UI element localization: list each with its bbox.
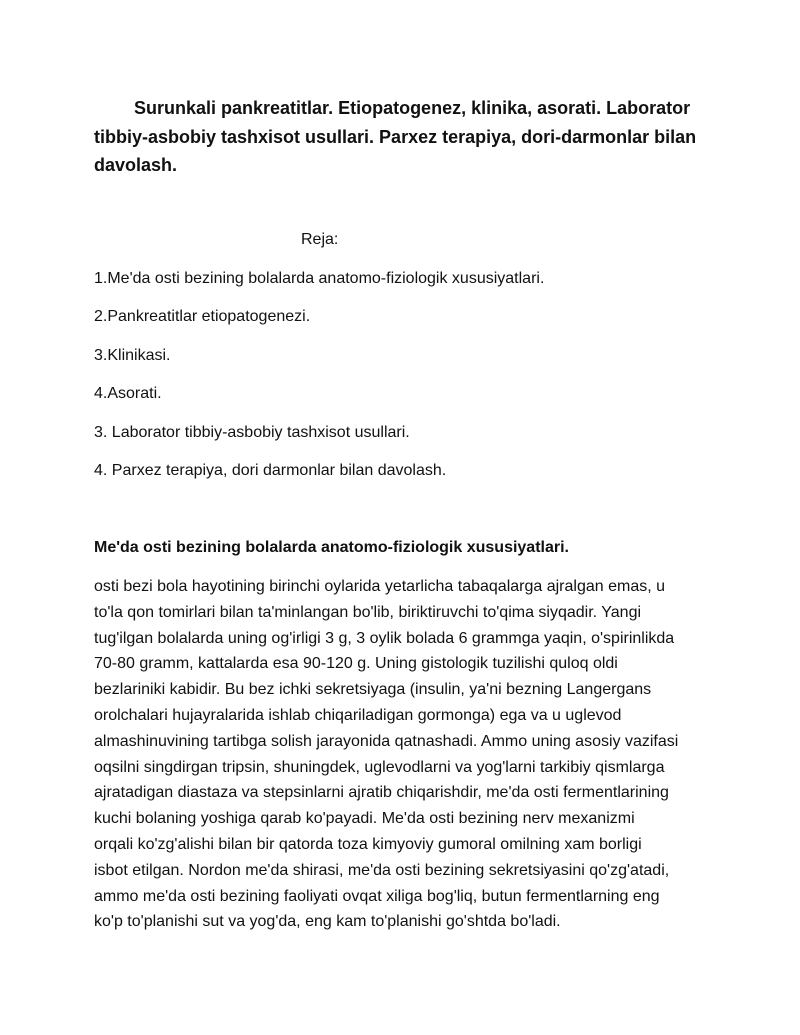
document-title: Surunkali pankreatitlar. Etiopatogenez, klinika, asorati. Laborator tibbiy-asbobiy tashxisot usullari. Parxez terapiya, dori-darmonlar bilan davolash. <box>94 98 697 175</box>
body-line: kuchi bolaning yoshiga qarab ko'payadi. Me'da osti bezining nerv mexanizmi <box>94 810 635 828</box>
body-line: osti bezi bola hayotining birinchi oylarida yetarlicha tabaqalarga ajralgan emas, u <box>94 578 666 595</box>
body-line: orolchalari hujayralarida ishlab chiqariladigan gormonga) ega va u uglevod <box>94 706 622 724</box>
section-heading: Me'da osti bezining bolalarda anatomo-fiziologik xususiyatlari. <box>94 539 569 556</box>
body-line: ajratadigan diastaza va stepsinlarni ajratib chiqarishdir, me'da osti fermentlarining <box>94 784 669 802</box>
body-line: oqsilni singdirgan tripsin, shuningdek, uglevodlarni va yog'larni tarkibiy qismlarga <box>94 758 665 776</box>
body-line: orqali ko'zg'alishi bilan bir qatorda toza kimyoviy gumoral omilning xam borligi <box>94 835 642 853</box>
body-line: almashinuvining tartibga solish jarayonida qatnashadi. Ammo uning asosiy vazifasi <box>94 732 679 750</box>
body-line: 70-80 gramm, kattalarda esa 90-120 g. Uning gistologik tuzilishi quloq oldi <box>94 655 618 673</box>
body-line: tug'ilgan bolalarda uning og'irligi 3 g, 3 oylik bolada 6 grammga yaqin, o'spirinlikda <box>94 629 675 647</box>
plan-item: 3. Laborator tibbiy-asbobiy tashxisot usullari. <box>94 423 410 441</box>
plan-list <box>94 268 544 498</box>
plan-item: 1.Me'da osti bezining bolalarda anatomo-fiziologik xususiyatlari. <box>94 270 545 287</box>
plan-item: 4.Asorati. <box>94 385 162 403</box>
body-line: ammo me'da osti bezining faoliyati ovqat xiliga bog'liq, butun fermentlarning eng <box>94 887 660 905</box>
body-line: to'la qon tomirlari bilan ta'minlangan bo'lib, biriktiruvchi to'qima siyqadir. Yangi <box>94 603 642 621</box>
plan-item: 3.Klinikasi. <box>94 346 171 364</box>
plan-item: 2.Pankreatitlar etiopatogenezi. <box>94 308 311 326</box>
body-line: bezlariniki kabidir. Bu bez ichki sekretsiyaga (insulin, ya'ni bezning Langergans <box>94 681 652 699</box>
body-paragraph <box>94 574 719 935</box>
plan-heading: Reja: <box>301 231 339 248</box>
body-line: isbot etilgan. Nordon me'da shirasi, me'da osti bezining sekretsiyasini qo'zg'atadi, <box>94 861 670 879</box>
plan-item: 4. Parxez terapiya, dori darmonlar bilan davolash. <box>94 461 447 479</box>
body-line: ko'p to'planishi sut va yog'da, eng kam to'planishi go'shtda bo'ladi. <box>94 913 561 931</box>
